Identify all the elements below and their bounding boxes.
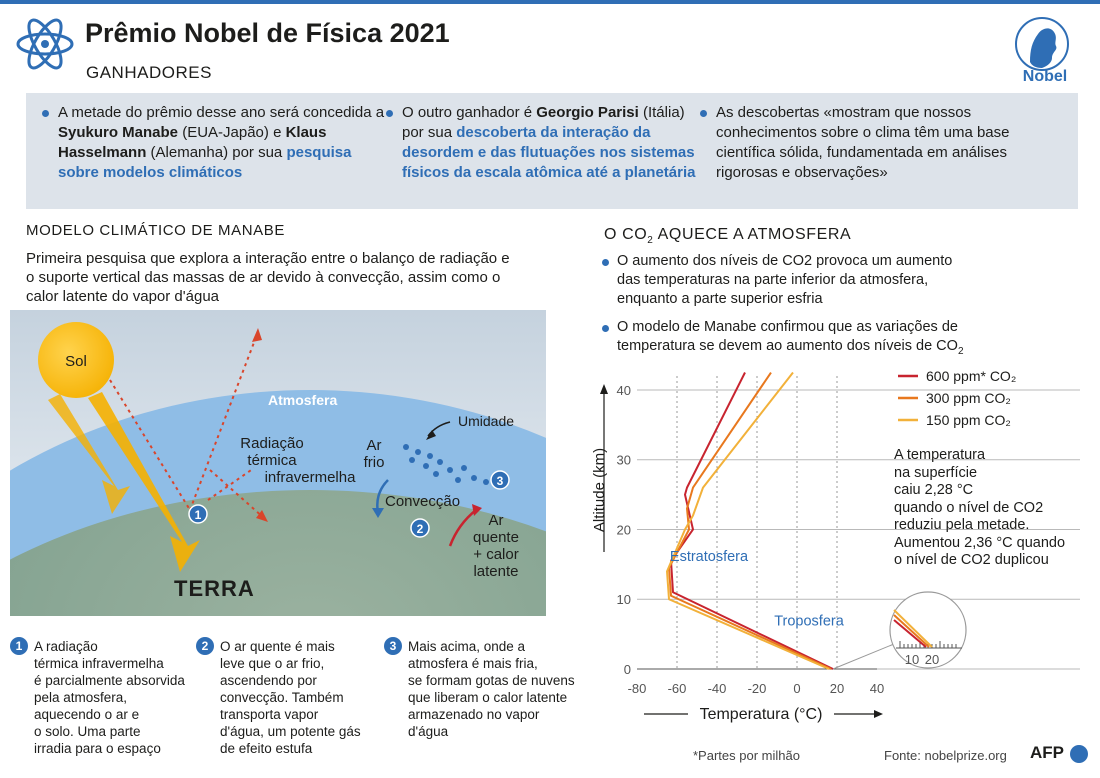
x-axis-label: Temperatura (°C) [699,706,823,723]
page-title: Prêmio Nobel de Física 2021 [85,18,450,48]
note-1-line: térmica infravermelha [34,656,164,671]
annotation-line: caiu 2,28 °C [894,482,974,498]
co2-title-sub: 2 [647,235,654,247]
inset-tick-label: 10 [904,652,920,667]
annotation-line: na superfície [894,464,978,481]
note-3 [408,638,575,740]
cold-air-label-1: Ar [366,437,382,454]
winners-info-box [26,93,1078,209]
svg-text:2: 2 [416,522,424,536]
legend-label-2: 150 ppm CO₂ [926,412,1011,428]
info-col2-name-parisi: Georgio Parisi [536,104,639,121]
atmosphere-label: Atmosfera [268,392,338,408]
warm-air-label-1: Ar [488,512,504,529]
note-3-marker: 3 [384,637,402,655]
radiation-label-3: infravermelha [264,469,356,486]
nobel-medal-logo [1008,12,1080,86]
afp-logo-text: AFP [1030,743,1064,762]
co2-section-title [604,226,851,246]
co2-bullet-2 [617,318,1007,361]
manabe-intro: Primeira pesquisa que explora a interação entre o balanço de radiação e o suporte vertical das massas de ar devido à convecção, assim como o calor latente do vapor d'água [26,250,510,305]
info-col2-text-2: (Itália) por sua [402,104,685,141]
marker-3 [491,471,509,489]
note-3-line: armazenado no vapor [408,707,540,722]
y-tick-label: 10 [616,592,631,608]
warm-air-label-4: latente [473,563,519,580]
y-tick-label: 40 [616,382,631,398]
info-col1-name-hasselmann: Klaus Hasselmann [58,124,327,161]
note-1 [34,638,185,757]
annotation-line: quando o nível de CO2 [894,499,1044,516]
co2-bullet-2-sub: 2 [957,345,964,357]
note-1-line: irradia para o espaço [34,741,161,756]
info-col2-text-1: O outro ganhador é [402,104,537,121]
earth-label: TERRA [174,576,255,601]
x-tick-label: 0 [793,681,801,696]
note-2-line: ascendendo por [220,673,317,688]
annotation-line: o nível de CO2 duplicou [894,552,1049,568]
x-tick-label: 40 [869,681,885,696]
note-2-line: convecção. Também [220,690,344,705]
co2-title-pre: O CO [604,226,648,243]
x-tick-label: 20 [829,681,845,696]
annotation-line: reduziu pela metade. [894,517,1030,533]
info-col-manabe-hasselmann [58,103,388,183]
note-1-line: é parcialmente absorvida [34,673,185,688]
info-col3-quote: As descobertas «mostram que nossos conhecimentos sobre o clima têm uma base científica sólida, fundamentada em análises rigorosas e observações» [716,104,1010,181]
co2-bullet-2-text: O modelo de Manabe confirmou que as variações de temperatura se devem ao aumento dos níveis de CO [617,319,958,354]
climate-model-illustration [10,310,546,616]
note-1-line: o solo. Uma parte [34,724,141,739]
info-col1-text-3: (Alemanha) por sua [146,144,287,161]
marker-2 [411,519,429,537]
co2-title-post: AQUECE A ATMOSFERA [653,226,852,243]
region-label: Troposfera [774,613,844,630]
inset-tick-label: 20 [924,652,940,667]
humidity-label: Umidade [458,413,515,429]
source-credit: Fonte: nobelprize.org [884,748,1007,763]
info-col-quote [716,103,1056,183]
note-2-marker: 2 [196,637,214,655]
info-col-parisi [402,103,710,183]
y-tick-label: 30 [616,452,631,468]
note-3-line: Mais acima, onde a [408,639,526,654]
legend-label-1: 300 ppm CO₂ [926,390,1011,406]
page-subtitle: GANHADORES [86,63,212,82]
cold-air-label-2: frio [363,454,385,471]
note-1-line: A radiação [34,639,98,654]
info-col1-text-1: A metade do prêmio desse ano será concedida a [58,104,385,121]
annotation-line: A temperatura [894,447,986,463]
info-col1-text-2: (EUA-Japão) e [178,124,286,141]
y-axis-arrowhead [600,384,608,394]
atom-icon [14,13,76,75]
afp-logo-dot [1070,745,1088,763]
legend-label-0: 600 ppm* CO₂ [926,368,1017,384]
svg-text:3: 3 [496,474,504,488]
note-2-line: leve que o ar frio, [220,656,325,671]
x-tick-label: -40 [707,681,727,696]
note-1-line: pela atmosfera, [34,690,128,705]
nobel-logo-text: Nobel [1022,68,1068,85]
note-1-marker: 1 [10,637,28,655]
annotation-line: Aumentou 2,36 °C quando [894,534,1066,551]
x-tick-label: -20 [747,681,767,696]
region-label: Estratosfera [669,548,749,565]
x-tick-label: -80 [627,681,647,696]
note-3-line: se formam gotas de nuvens [408,673,575,688]
warm-air-label-2: quente [473,529,519,546]
warm-air-label-3: + calor [473,546,519,563]
convection-label: Convecção [385,493,461,510]
footnote-ppm: *Partes por milhão [693,748,800,763]
radiation-label-2: térmica [247,452,297,469]
note-3-line: d'água [408,724,449,739]
radiation-label-1: Radiação [240,435,304,452]
note-2-line: de efeito estufa [220,741,313,756]
note-2-line: O ar quente é mais [220,639,335,654]
y-tick-label: 20 [616,522,631,538]
manabe-section-title: MODELO CLIMÁTICO DE MANABE [26,222,285,239]
svg-text:1: 1 [194,508,202,522]
top-accent-bar [0,0,1100,4]
note-3-line: atmosfera é mais fria, [408,656,538,671]
note-2-line: transporta vapor [220,707,319,722]
sun-label: Sol [65,353,87,370]
inset-connector [833,644,894,669]
chart-annotation [894,447,1065,570]
co2-bullet-1 [617,252,977,309]
note-1-line: aquecendo o ar e [34,707,140,722]
co2-bullet-1-text: O aumento dos níveis de CO2 provoca um aumento das temperaturas na parte inferior da atmosfera, enquanto a parte superior esfria [617,253,953,307]
x-axis-arrowhead [874,710,883,718]
info-col1-highlight: pesquisa sobre modelos climáticos [58,144,352,181]
marker-1 [189,505,207,523]
note-3-line: que liberam o calor latente [408,690,568,705]
x-tick-label: -60 [667,681,687,696]
note-2-line: d'água, um potente gás [220,724,361,739]
info-col1-name-manabe: Syukuro Manabe [58,124,179,141]
info-col2-highlight: descoberta da interação da desordem e das flutuações nos sistemas físicos da escala atômica até a planetária [402,124,696,181]
y-tick-label: 0 [623,662,631,677]
y-axis-label: Altitude (km) [591,447,608,533]
note-2 [220,638,361,757]
